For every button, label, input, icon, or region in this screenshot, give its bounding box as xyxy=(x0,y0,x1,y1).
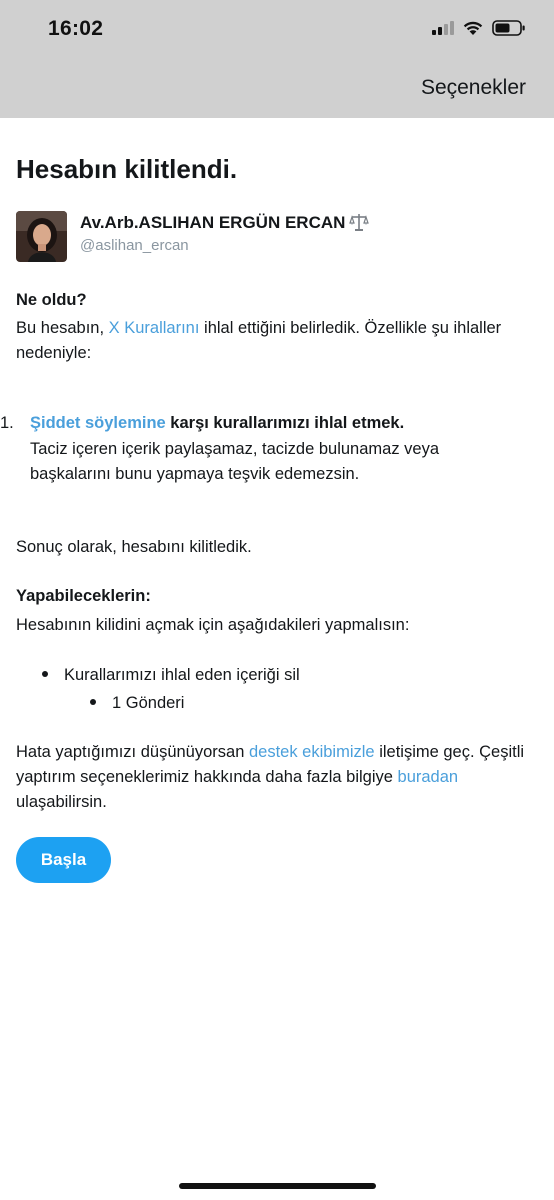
battery-icon xyxy=(492,20,526,36)
what-happened-text-start: Bu hesabın, xyxy=(16,319,109,337)
bullet-icon xyxy=(42,671,48,677)
what-you-can-do-heading: Yapabileceklerin: xyxy=(16,587,151,605)
list-item-delete-content xyxy=(42,663,300,688)
wifi-icon xyxy=(462,20,484,36)
status-time: 16:02 xyxy=(48,17,104,40)
home-indicator[interactable] xyxy=(179,1183,376,1189)
support-team-link[interactable]: destek ekibimizle xyxy=(248,743,375,761)
what-happened-heading: Ne oldu? xyxy=(16,291,87,309)
what-you-can-do-text: Hesabının kilidini açmak için aşağıdakileri yapmalısın: xyxy=(16,616,410,634)
account-display-name xyxy=(80,212,369,237)
violation-title-rest: karşı kurallarımızı ihlal etmek. xyxy=(165,414,405,432)
violation-description: Taciz içeren içerik paylaşamaz, tacizde bulunamaz veya başkalarını bunu yapmaya teşvik edemezsin. xyxy=(30,440,440,483)
cellular-signal-icon xyxy=(432,21,454,35)
options-button[interactable]: Seçenekler xyxy=(420,76,526,99)
status-icons xyxy=(432,20,526,36)
avatar xyxy=(16,211,67,262)
account-handle: @aslihan_ercan xyxy=(80,237,189,254)
balance-scale-icon xyxy=(349,212,369,237)
here-link[interactable]: buradan xyxy=(397,768,459,786)
page-title: Hesabın kilitlendi. xyxy=(16,154,238,184)
result-text: Sonuç olarak, hesabını kilitledik. xyxy=(16,538,252,556)
list-item-post-count xyxy=(90,691,184,716)
display-name-text: Av.Arb.ASLIHAN ERGÜN ERCAN xyxy=(80,213,346,232)
bullet-icon xyxy=(90,699,96,705)
what-happened-text xyxy=(16,316,540,366)
help-text xyxy=(16,740,544,815)
x-rules-link[interactable]: X Kurallarını xyxy=(108,319,200,337)
what-happened-text-end: ihlal ettiğini belirledik. Özellikle şu ihlaller nedeniyle: xyxy=(16,319,502,362)
help-text-part3: ulaşabilirsin. xyxy=(16,793,107,811)
top-bar xyxy=(0,0,554,118)
start-button[interactable]: Başla xyxy=(16,837,111,883)
violent-speech-link[interactable]: Şiddet söylemine xyxy=(30,414,166,432)
violation-number: 1. xyxy=(0,414,14,432)
help-text-part2: iletişime geç. Çeşitli yaptırım seçeneklerimiz hakkında daha fazla bilgiye xyxy=(16,743,525,786)
list-item-text: 1 Gönderi xyxy=(112,694,185,712)
violation-title xyxy=(30,411,540,436)
list-item-text: Kurallarımızı ihlal eden içeriği sil xyxy=(64,666,300,684)
help-text-part1: Hata yaptığımızı düşünüyorsan xyxy=(16,743,249,761)
